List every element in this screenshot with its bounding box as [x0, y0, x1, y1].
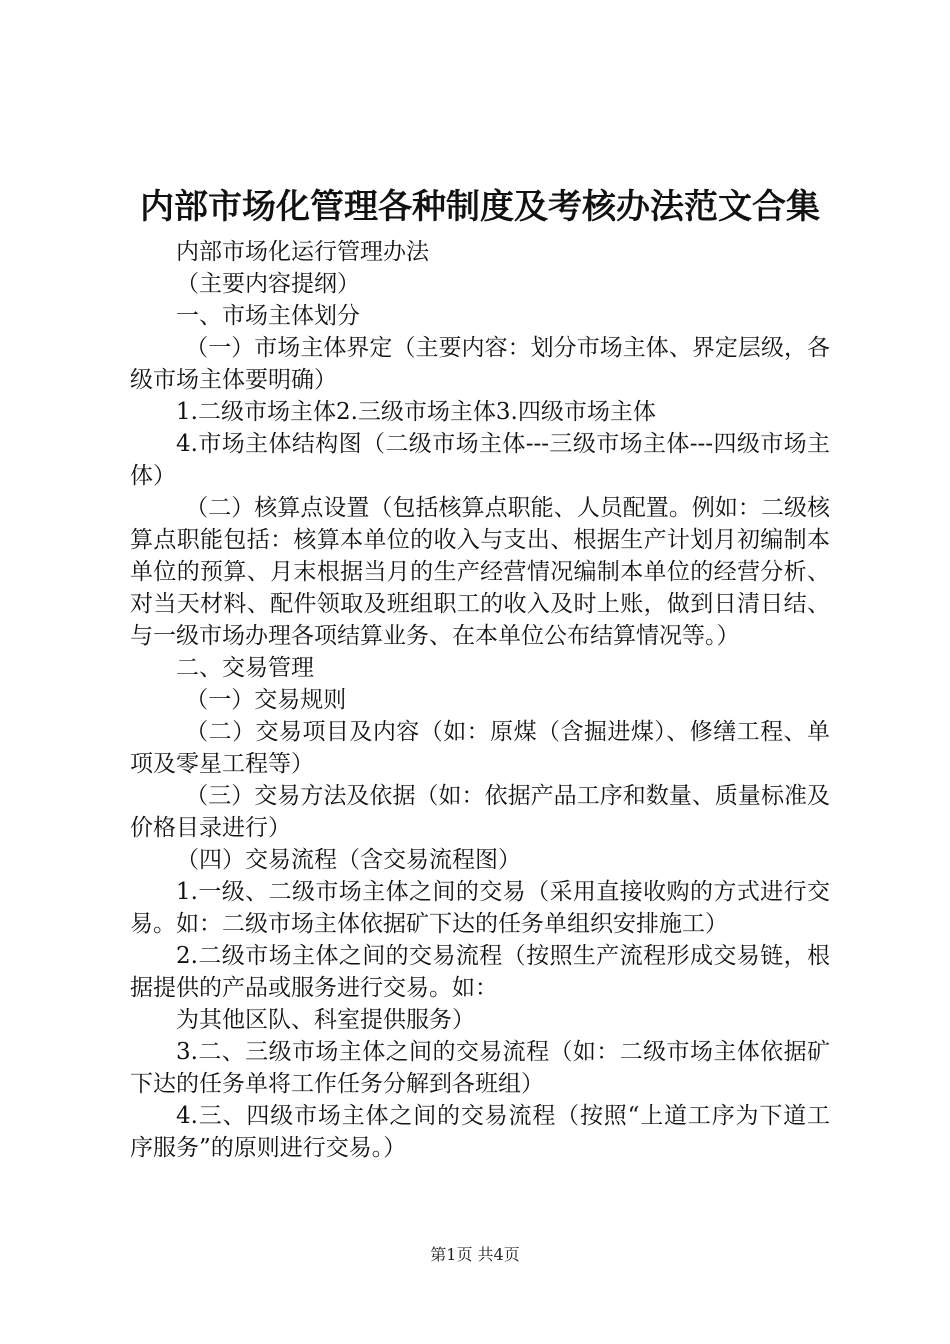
paragraph: 1.二级市场主体2.三级市场主体3.四级市场主体 [176, 399, 656, 425]
paragraph: （三）交易方法及依据（如：依据产品工序和数量、质量标准及价格目录进行） [130, 783, 830, 841]
paragraph: （四）交易流程（含交易流程图） [176, 847, 521, 873]
paragraph: 为其他区队、科室提供服务） [176, 1007, 475, 1033]
document-title: 内部市场化管理各种制度及考核办法范文合集 [140, 187, 820, 227]
paragraph: 二、交易管理 [176, 655, 314, 681]
paragraph: 4.市场主体结构图（二级市场主体---三级市场主体---四级市场主体） [130, 431, 830, 489]
page-footer: 第1页 共4页 [430, 1245, 520, 1264]
paragraph: 1.一级、二级市场主体之间的交易（采用直接收购的方式进行交易。如：二级市场主体依据矿下达的任务单组织安排施工） [130, 879, 830, 937]
paragraph: （一）交易规则 [185, 687, 347, 713]
paragraph: 2.二级市场主体之间的交易流程（按照生产流程形成交易链，根据提供的产品或服务进行交易。如： [130, 943, 830, 1001]
paragraph: （一）市场主体界定（主要内容：划分市场主体、界定层级，各级市场主体要明确） [130, 335, 830, 393]
paragraph: （主要内容提纲） [176, 271, 360, 297]
paragraph: 一、市场主体划分 [176, 303, 360, 329]
document-body [130, 236, 830, 1164]
paragraph: 4.三、四级市场主体之间的交易流程（按照“上道工序为下道工序服务”的原则进行交易。） [130, 1103, 830, 1161]
paragraph: 内部市场化运行管理办法 [176, 239, 429, 265]
paragraph: 3.二、三级市场主体之间的交易流程（如：二级市场主体依据矿下达的任务单将工作任务分解到各班组） [130, 1039, 830, 1097]
paragraph: （二）交易项目及内容（如：原煤（含掘进煤）、修缮工程、单项及零星工程等） [130, 719, 830, 777]
paragraph: （二）核算点设置（包括核算点职能、人员配置。例如：二级核算点职能包括：核算本单位的收入与支出、根据生产计划月初编制本单位的预算、月末根据当月的生产经营情况编制本单位的经营分析、对当天材料、配件领取及班组职工的收入及时上账，做到日清日结、与一级市场办理各项结算业务、在本单位公布结算情况等。） [130, 495, 830, 649]
